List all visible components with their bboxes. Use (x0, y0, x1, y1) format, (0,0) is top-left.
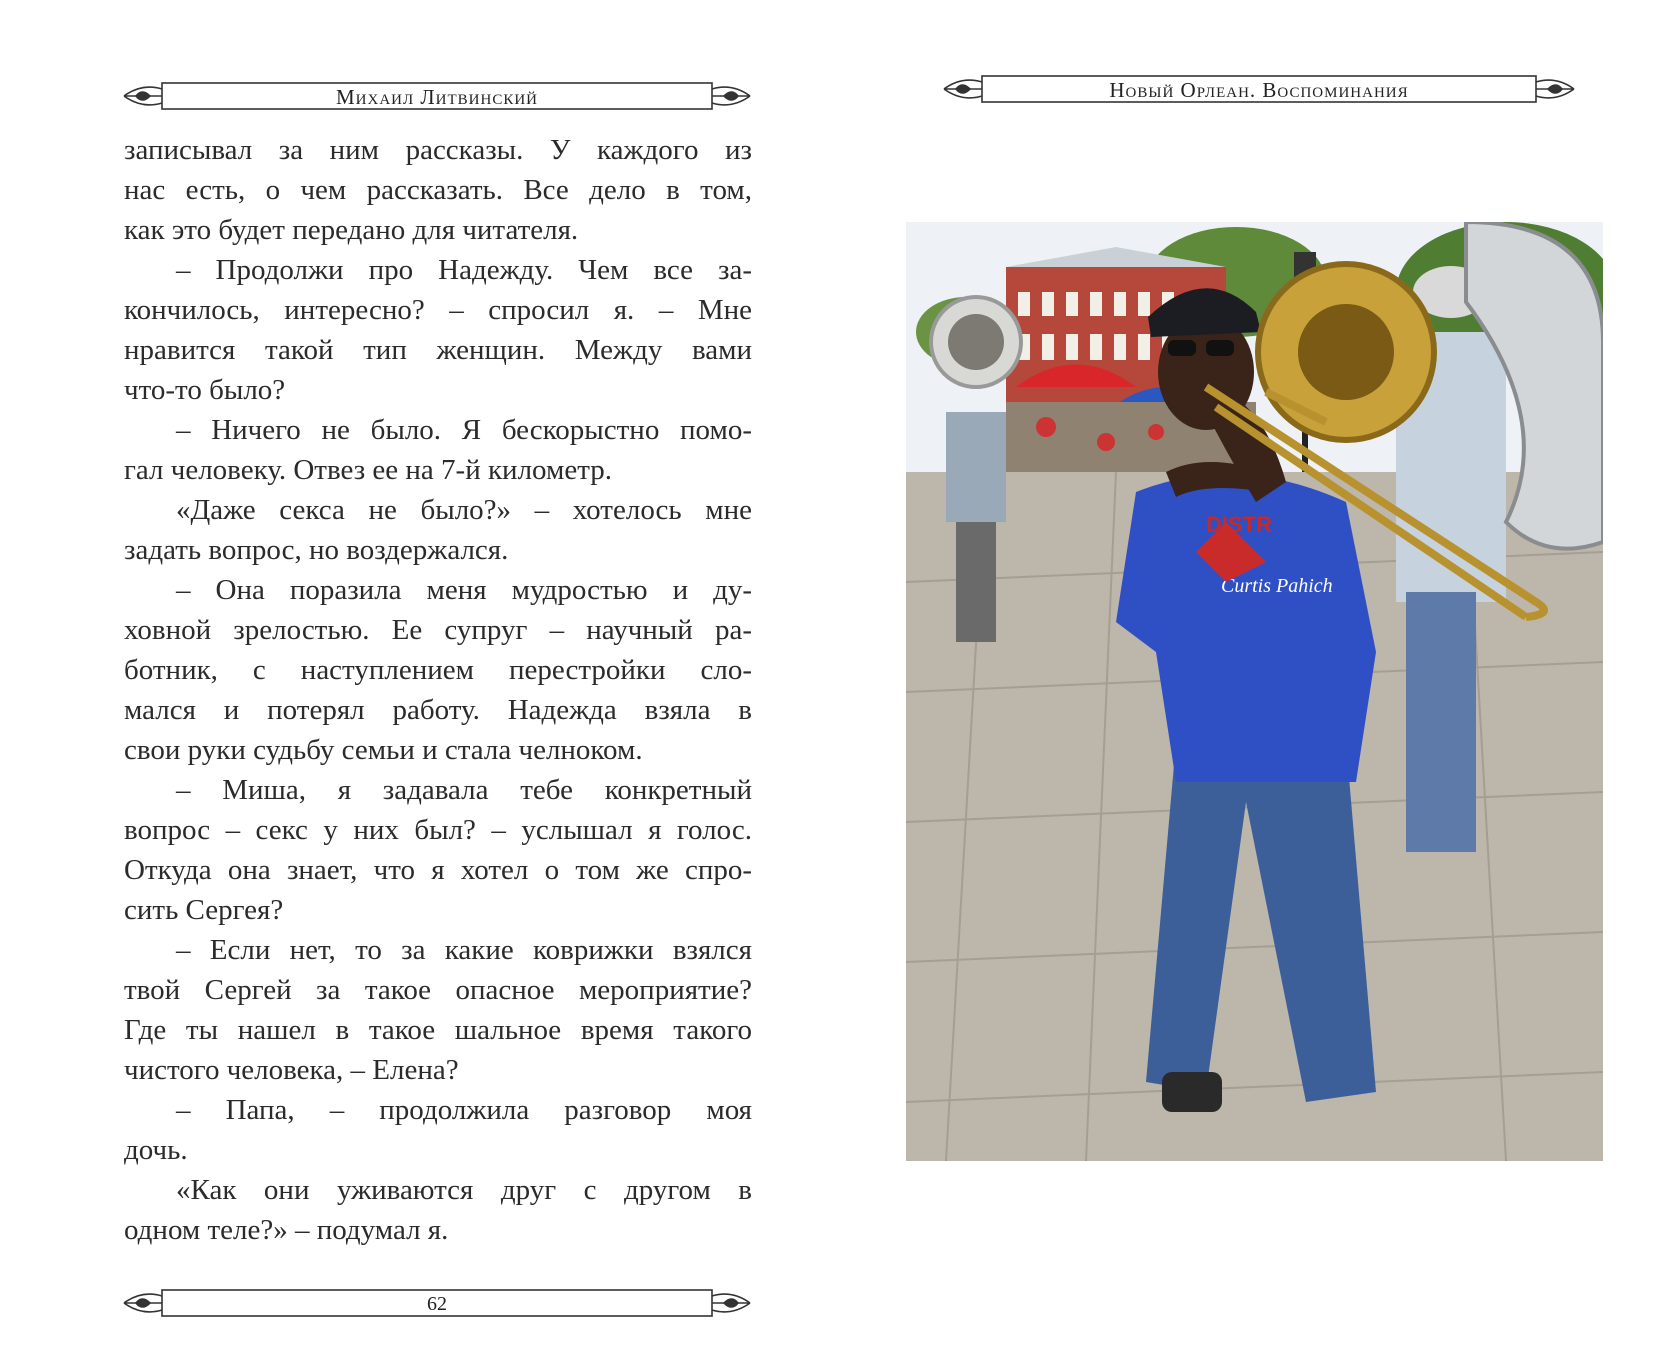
text-line: Где ты нашел в такое шальное время такого (124, 1014, 752, 1046)
text-line: записывал за ним рассказы. У каждого из (124, 134, 752, 166)
photo-illustration (906, 222, 1603, 1161)
trombone-player-photo (906, 222, 1603, 1161)
text-line: задать вопрос, но воздержался. (124, 534, 509, 566)
text-line: нас есть, о чем рассказать. Все дело в том, (124, 174, 752, 206)
text-line: сить Сергея? (124, 894, 284, 926)
text-line: мался и потерял работу. Надежда взяла в (124, 694, 752, 726)
folio-frame (122, 1284, 752, 1324)
running-head-frame (942, 70, 1576, 110)
text-line: свои руки судьбу семьи и стала челноком. (124, 734, 643, 766)
text-line: «Как они уживаются друг с другом в (176, 1174, 752, 1206)
text-line: гал человеку. Отвез ее на 7-й километр. (124, 454, 613, 486)
running-head-author: Михаил Литвинский (335, 84, 538, 109)
text-line: – Ничего не было. Я бескорыстно помо- (176, 414, 752, 446)
text-line: что-то было? (124, 374, 286, 406)
running-head-title: Новый Орлеан. Воспоминания (1109, 77, 1409, 102)
text-line: твой Сергей за такое опасное мероприятие? (124, 974, 752, 1006)
text-line: Откуда она знает, что я хотел о том же спро- (124, 854, 752, 886)
text-line: – Миша, я задавала тебе конкретный (176, 774, 752, 806)
text-line: ботник, с наступлением перестройки сло- (124, 654, 752, 686)
page-number: 62 (427, 1292, 447, 1315)
shirt-text-script: Curtis Pahich (1221, 575, 1333, 597)
text-line: чистого человека, – Елена? (124, 1054, 459, 1086)
text-line: дочь. (124, 1134, 188, 1166)
running-head-frame (122, 77, 752, 117)
text-line: кончилось, интересно? – спросил я. – Мне (124, 294, 752, 326)
right-page (840, 0, 1680, 1369)
shirt-text-top: DISTR (1206, 512, 1272, 537)
text-line: – Продолжи про Надежду. Чем все за- (176, 254, 752, 286)
text-line: – Если нет, то за какие коврижки взялся (176, 934, 752, 966)
body-text (124, 130, 752, 1250)
text-line: – Папа, – продолжила разговор моя (176, 1094, 752, 1126)
text-line: ховной зрелостью. Ее супруг – научный ра- (124, 614, 752, 646)
text-line: вопрос – секс у них был? – услышал я голос. (124, 814, 752, 846)
text-line: – Она поразила меня мудростью и ду- (176, 574, 752, 606)
text-line: нравится такой тип женщин. Между вами (124, 334, 752, 366)
text-line: «Даже секса не было?» – хотелось мне (176, 494, 752, 526)
text-line: одном теле?» – подумал я. (124, 1214, 449, 1246)
text-line: как это будет передано для читателя. (124, 214, 579, 246)
